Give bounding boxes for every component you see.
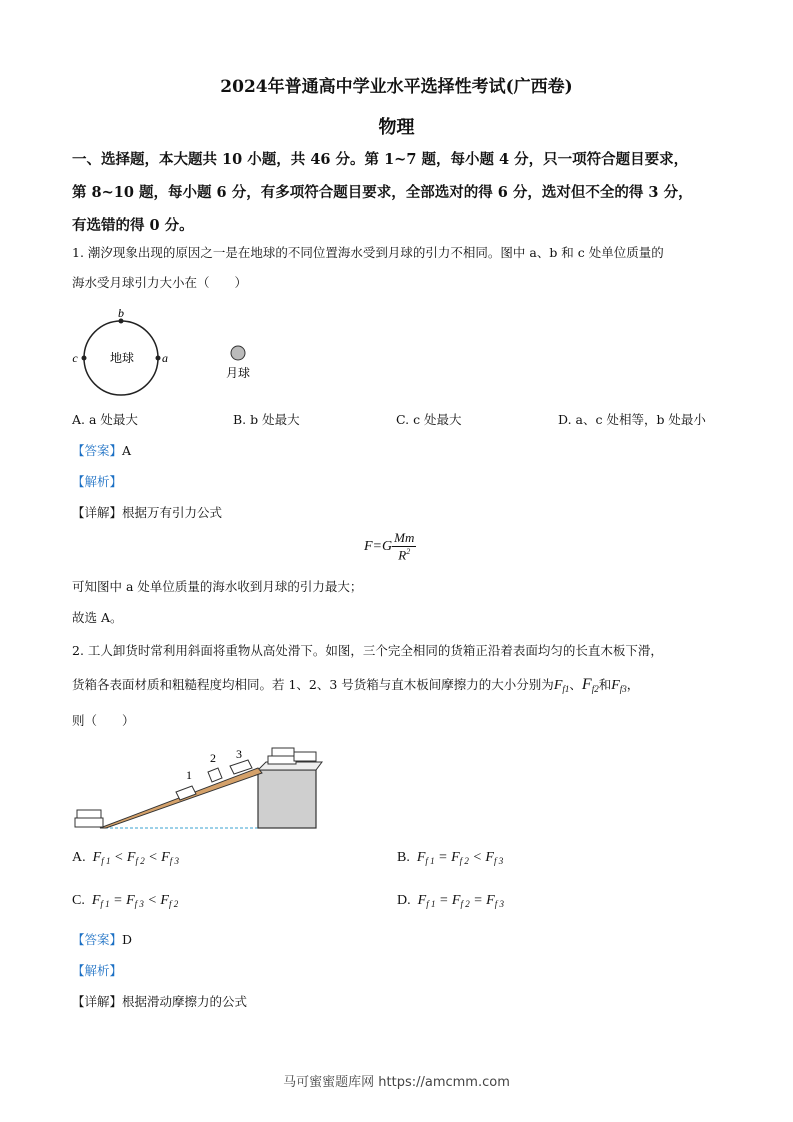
q1-analysis [72,467,732,497]
detail-tag: 【详解】 [72,505,123,520]
bottom-box [75,818,103,827]
box-2 [208,768,222,782]
analysis-tag: 【解析】 [72,474,123,489]
q1-option-b: B. b 处最大 [233,412,300,427]
q2-analysis [72,956,732,986]
formula-numerator: Mm [394,530,415,545]
q2-line2: 货箱各表面材质和粗糙程度均相同。若 1、2、3 号货箱与直木板间摩擦力的大小分别为$F_{f1}$、$F_{f2}$和$F_{f3}$， [72,676,640,694]
q2-answer [72,925,732,955]
formula-lhs: F=G [364,538,393,554]
platform-box [268,756,296,764]
q2-line3: 则（ ） [72,713,135,728]
q1-detail [72,498,732,528]
answer-tag: 【答案】 [72,443,123,458]
moon-circle [231,346,245,360]
q1-stem [72,238,732,298]
answer-tag: 【答案】 [72,932,123,947]
platform-box [272,748,294,756]
point-c [82,356,87,361]
section-line: 第 8~10 题，每小题 6 分，有多项符合题目要求，全部选对的得 6 分，选对但不全的得 3 分， [72,184,693,201]
section-instructions [72,143,732,242]
q1-conclusion: 可知图中 a 处单位质量的海水收到月球的引力最大； [72,579,363,594]
analysis-tag: 【解析】 [72,963,123,978]
q2-option-c: C. $F_{f 1} = F_{f 3} < F_{f 2}$ [72,893,179,909]
q2-detail [72,987,732,1017]
section-line: 一、选择题，本大题共 10 小题，共 46 分。第 1~7 题，每小题 4 分，只一项符合题目要求， [72,151,689,168]
formula-exponent: 2 [406,547,411,556]
label-moon: 月球 [225,366,251,380]
platform-block [258,770,316,828]
bottom-box [77,810,101,818]
answer-value: A [122,443,132,458]
detail-text: 根据万有引力公式 [122,505,223,520]
label-1: 1 [186,768,192,782]
q2-option-a: A. $F_{f 1} < F_{f 2} < F_{f 3}$ [72,850,179,866]
footer-watermark: 马可蜜蜜题库网 https://amcmm.com [283,1075,510,1090]
q1-option-d: D. a、c 处相等，b 处最小 [558,412,706,427]
formula-denominator: $R^2$ [398,547,411,563]
platform-box [294,752,316,761]
gravity-formula [364,530,416,563]
subject-title: 物理 [378,117,415,138]
answer-value: D [122,932,133,947]
q2-option-d: D. $F_{f 1} = F_{f 2} = F_{f 3}$ [397,893,504,909]
label-b: b [118,306,124,320]
formula-fraction [392,530,416,563]
q1-option-c: C. c 处最大 [396,412,462,427]
point-a [156,356,161,361]
q2-line1: 2. 工人卸货时常利用斜面将重物从高处滑下。如图，三个完全相同的货箱正沿着表面均匀的长直木板下滑， [72,643,663,658]
label-3: 3 [236,747,242,761]
q2-option-b: B. $F_{f 1} = F_{f 2} < F_{f 3}$ [397,850,504,866]
q1-line: 1. 潮汐现象出现的原因之一是在地球的不同位置海水受到月球的引力不相同。图中 a、b 和 c 处单位质量的 [72,245,664,260]
section-line: 有选错的得 0 分。 [72,217,194,234]
detail-text: 根据滑动摩擦力的公式 [122,994,248,1009]
q1-answer [72,436,732,466]
box-1 [176,786,196,800]
label-c: c [72,351,78,365]
q1-line: 海水受月球引力大小在（ ） [72,275,248,290]
q1-option-a: A. a 处最大 [72,412,138,427]
label-a: a [162,351,168,365]
label-2: 2 [210,751,216,765]
label-earth: 地球 [109,351,135,365]
exam-title: 2024年普通高中学业水平选择性考试(广西卷) [220,77,573,97]
detail-tag: 【详解】 [72,994,123,1009]
q1-choose: 故选 A。 [72,610,123,625]
incline-figure [72,742,327,834]
earth-moon-figure [66,306,276,400]
